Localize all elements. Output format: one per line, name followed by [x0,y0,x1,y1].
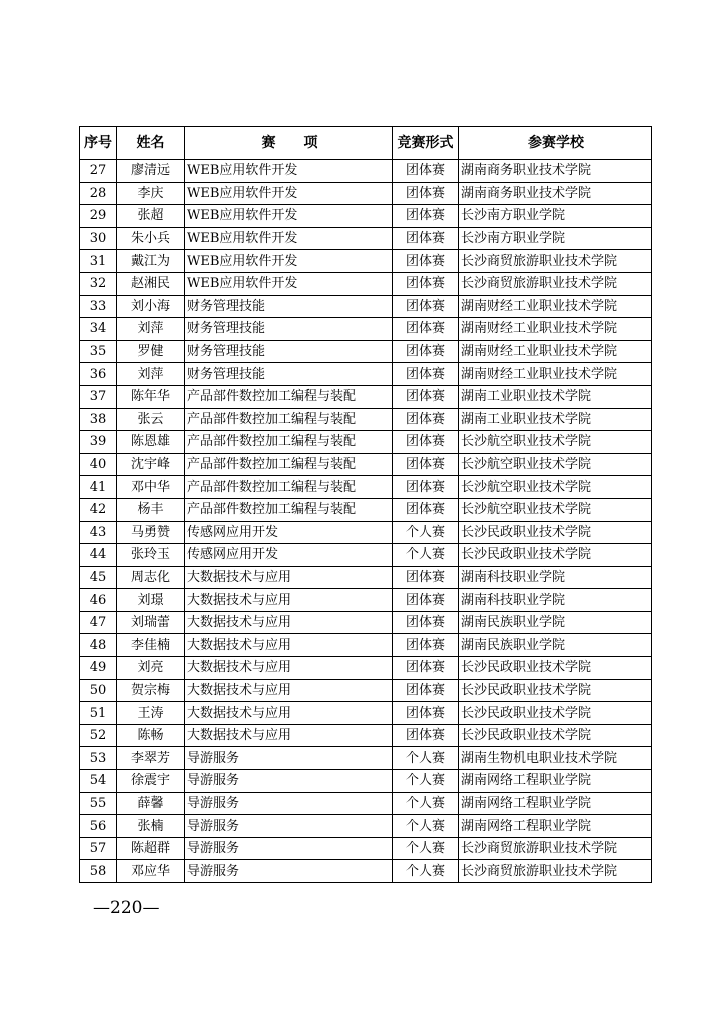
cell-no: 48 [80,634,117,657]
cell-school: 湖南财经工业职业技术学院 [459,340,652,363]
cell-name: 朱小兵 [117,227,185,250]
cell-name: 罗健 [117,340,185,363]
header-name: 姓名 [117,127,185,160]
cell-name: 徐震宇 [117,770,185,793]
table-row [80,363,652,386]
table-row [80,182,652,205]
table-row [80,453,652,476]
table-header [80,127,652,160]
cell-form: 团体赛 [393,272,459,295]
cell-name: 刘亮 [117,657,185,680]
cell-name: 陈畅 [117,724,185,747]
cell-form: 团体赛 [393,227,459,250]
cell-event: 财务管理技能 [185,363,393,386]
cell-event: 大数据技术与应用 [185,702,393,725]
table-body [80,160,652,883]
header-event: 赛 项 [185,127,393,160]
cell-form: 团体赛 [393,724,459,747]
cell-no: 30 [80,227,117,250]
cell-event: 大数据技术与应用 [185,657,393,680]
cell-name: 刘璟 [117,589,185,612]
cell-school: 长沙民政职业技术学院 [459,724,652,747]
participants-table [79,126,652,883]
cell-name: 廖清远 [117,160,185,183]
cell-school: 湖南科技职业学院 [459,589,652,612]
cell-form: 团体赛 [393,295,459,318]
cell-event: 产品部件数控加工编程与装配 [185,476,393,499]
cell-name: 周志化 [117,566,185,589]
cell-no: 46 [80,589,117,612]
cell-no: 27 [80,160,117,183]
table-row [80,295,652,318]
cell-no: 49 [80,657,117,680]
cell-school: 湖南网络工程职业学院 [459,770,652,793]
cell-form: 团体赛 [393,205,459,228]
cell-school: 长沙航空职业技术学院 [459,498,652,521]
cell-event: 财务管理技能 [185,340,393,363]
cell-no: 51 [80,702,117,725]
cell-form: 团体赛 [393,634,459,657]
cell-no: 40 [80,453,117,476]
cell-event: 导游服务 [185,860,393,883]
cell-form: 团体赛 [393,363,459,386]
cell-school: 湖南商务职业技术学院 [459,160,652,183]
cell-event: 产品部件数控加工编程与装配 [185,431,393,454]
table-row [80,770,652,793]
cell-form: 团体赛 [393,250,459,273]
cell-form: 团体赛 [393,566,459,589]
table-row [80,385,652,408]
cell-no: 31 [80,250,117,273]
cell-form: 团体赛 [393,679,459,702]
cell-event: 导游服务 [185,837,393,860]
cell-no: 32 [80,272,117,295]
cell-no: 44 [80,544,117,567]
cell-name: 李佳楠 [117,634,185,657]
cell-school: 长沙商贸旅游职业技术学院 [459,860,652,883]
table-row [80,408,652,431]
cell-event: 产品部件数控加工编程与装配 [185,498,393,521]
cell-no: 57 [80,837,117,860]
cell-no: 34 [80,318,117,341]
cell-name: 邓应华 [117,860,185,883]
page-number: —220— [93,898,160,918]
cell-no: 50 [80,679,117,702]
cell-school: 长沙商贸旅游职业技术学院 [459,837,652,860]
cell-form: 个人赛 [393,747,459,770]
cell-name: 李庆 [117,182,185,205]
table-row [80,679,652,702]
table-row [80,566,652,589]
table-row [80,431,652,454]
table-row [80,657,652,680]
cell-event: 大数据技术与应用 [185,611,393,634]
cell-form: 团体赛 [393,476,459,499]
cell-no: 53 [80,747,117,770]
cell-event: 导游服务 [185,770,393,793]
cell-school: 长沙商贸旅游职业技术学院 [459,250,652,273]
cell-event: 大数据技术与应用 [185,679,393,702]
table-row [80,498,652,521]
cell-school: 湖南工业职业技术学院 [459,385,652,408]
table-row [80,160,652,183]
header-form: 竞赛形式 [393,127,459,160]
cell-name: 陈超群 [117,837,185,860]
cell-no: 52 [80,724,117,747]
cell-school: 长沙航空职业技术学院 [459,453,652,476]
cell-event: 财务管理技能 [185,318,393,341]
table-row [80,205,652,228]
cell-form: 个人赛 [393,837,459,860]
cell-no: 54 [80,770,117,793]
table-row [80,227,652,250]
cell-event: 大数据技术与应用 [185,634,393,657]
cell-event: WEB应用软件开发 [185,160,393,183]
cell-no: 41 [80,476,117,499]
cell-name: 马勇赞 [117,521,185,544]
table-row [80,589,652,612]
cell-name: 杨丰 [117,498,185,521]
cell-event: WEB应用软件开发 [185,227,393,250]
cell-name: 沈宇峰 [117,453,185,476]
cell-no: 55 [80,792,117,815]
cell-school: 湖南财经工业职业技术学院 [459,363,652,386]
cell-no: 37 [80,385,117,408]
cell-form: 团体赛 [393,498,459,521]
cell-event: WEB应用软件开发 [185,250,393,273]
table-row [80,521,652,544]
table-row [80,634,652,657]
header-school: 参赛学校 [459,127,652,160]
cell-form: 个人赛 [393,815,459,838]
cell-form: 个人赛 [393,860,459,883]
table-row [80,724,652,747]
table-row [80,340,652,363]
cell-form: 个人赛 [393,521,459,544]
cell-name: 薛馨 [117,792,185,815]
table-row [80,318,652,341]
cell-name: 刘小海 [117,295,185,318]
cell-event: WEB应用软件开发 [185,182,393,205]
cell-event: 导游服务 [185,792,393,815]
table-row [80,792,652,815]
table-row [80,476,652,499]
cell-school: 长沙民政职业技术学院 [459,657,652,680]
cell-school: 长沙商贸旅游职业技术学院 [459,272,652,295]
cell-name: 张玲玉 [117,544,185,567]
cell-name: 陈恩雄 [117,431,185,454]
cell-event: WEB应用软件开发 [185,205,393,228]
cell-event: 产品部件数控加工编程与装配 [185,408,393,431]
cell-school: 长沙南方职业学院 [459,227,652,250]
cell-school: 长沙航空职业技术学院 [459,476,652,499]
cell-form: 个人赛 [393,544,459,567]
cell-school: 湖南财经工业职业技术学院 [459,295,652,318]
cell-school: 长沙航空职业技术学院 [459,431,652,454]
cell-form: 团体赛 [393,702,459,725]
cell-school: 湖南生物机电职业技术学院 [459,747,652,770]
header-no: 序号 [80,127,117,160]
cell-no: 45 [80,566,117,589]
cell-event: 大数据技术与应用 [185,724,393,747]
cell-name: 张云 [117,408,185,431]
cell-event: 导游服务 [185,815,393,838]
cell-name: 贺宗梅 [117,679,185,702]
cell-school: 长沙南方职业学院 [459,205,652,228]
cell-school: 湖南民族职业学院 [459,611,652,634]
cell-school: 长沙民政职业技术学院 [459,679,652,702]
cell-form: 团体赛 [393,182,459,205]
table-row [80,250,652,273]
cell-school: 湖南网络工程职业学院 [459,792,652,815]
cell-event: 产品部件数控加工编程与装配 [185,385,393,408]
cell-form: 团体赛 [393,160,459,183]
cell-name: 刘萍 [117,363,185,386]
cell-form: 团体赛 [393,657,459,680]
table-row [80,860,652,883]
cell-name: 刘萍 [117,318,185,341]
cell-event: WEB应用软件开发 [185,272,393,295]
cell-form: 团体赛 [393,589,459,612]
cell-no: 47 [80,611,117,634]
cell-form: 团体赛 [393,453,459,476]
cell-form: 团体赛 [393,431,459,454]
cell-name: 陈年华 [117,385,185,408]
cell-event: 财务管理技能 [185,295,393,318]
cell-no: 38 [80,408,117,431]
table-row [80,611,652,634]
cell-no: 58 [80,860,117,883]
cell-event: 大数据技术与应用 [185,566,393,589]
cell-no: 36 [80,363,117,386]
cell-school: 湖南民族职业学院 [459,634,652,657]
cell-name: 刘瑞蕾 [117,611,185,634]
cell-school: 长沙民政职业技术学院 [459,702,652,725]
cell-no: 39 [80,431,117,454]
cell-event: 传感网应用开发 [185,521,393,544]
cell-form: 团体赛 [393,408,459,431]
table-row [80,815,652,838]
cell-event: 传感网应用开发 [185,544,393,567]
table-row [80,747,652,770]
cell-name: 王涛 [117,702,185,725]
cell-no: 42 [80,498,117,521]
cell-no: 28 [80,182,117,205]
header-row [80,127,652,160]
cell-name: 邓中华 [117,476,185,499]
cell-no: 56 [80,815,117,838]
cell-school: 湖南科技职业学院 [459,566,652,589]
cell-name: 赵湘民 [117,272,185,295]
cell-no: 43 [80,521,117,544]
cell-school: 湖南财经工业职业技术学院 [459,318,652,341]
cell-name: 李翠芳 [117,747,185,770]
cell-form: 团体赛 [393,340,459,363]
cell-school: 长沙民政职业技术学院 [459,521,652,544]
cell-name: 张超 [117,205,185,228]
table-row [80,272,652,295]
cell-form: 团体赛 [393,385,459,408]
cell-form: 团体赛 [393,611,459,634]
cell-school: 湖南工业职业技术学院 [459,408,652,431]
cell-event: 产品部件数控加工编程与装配 [185,453,393,476]
cell-name: 戴江为 [117,250,185,273]
cell-school: 湖南商务职业技术学院 [459,182,652,205]
cell-school: 长沙民政职业技术学院 [459,544,652,567]
cell-event: 导游服务 [185,747,393,770]
cell-form: 团体赛 [393,318,459,341]
cell-no: 29 [80,205,117,228]
cell-form: 个人赛 [393,770,459,793]
cell-event: 大数据技术与应用 [185,589,393,612]
cell-no: 33 [80,295,117,318]
cell-name: 张楠 [117,815,185,838]
cell-form: 个人赛 [393,792,459,815]
table-row [80,702,652,725]
cell-school: 湖南网络工程职业学院 [459,815,652,838]
table-row [80,544,652,567]
cell-no: 35 [80,340,117,363]
table-row [80,837,652,860]
